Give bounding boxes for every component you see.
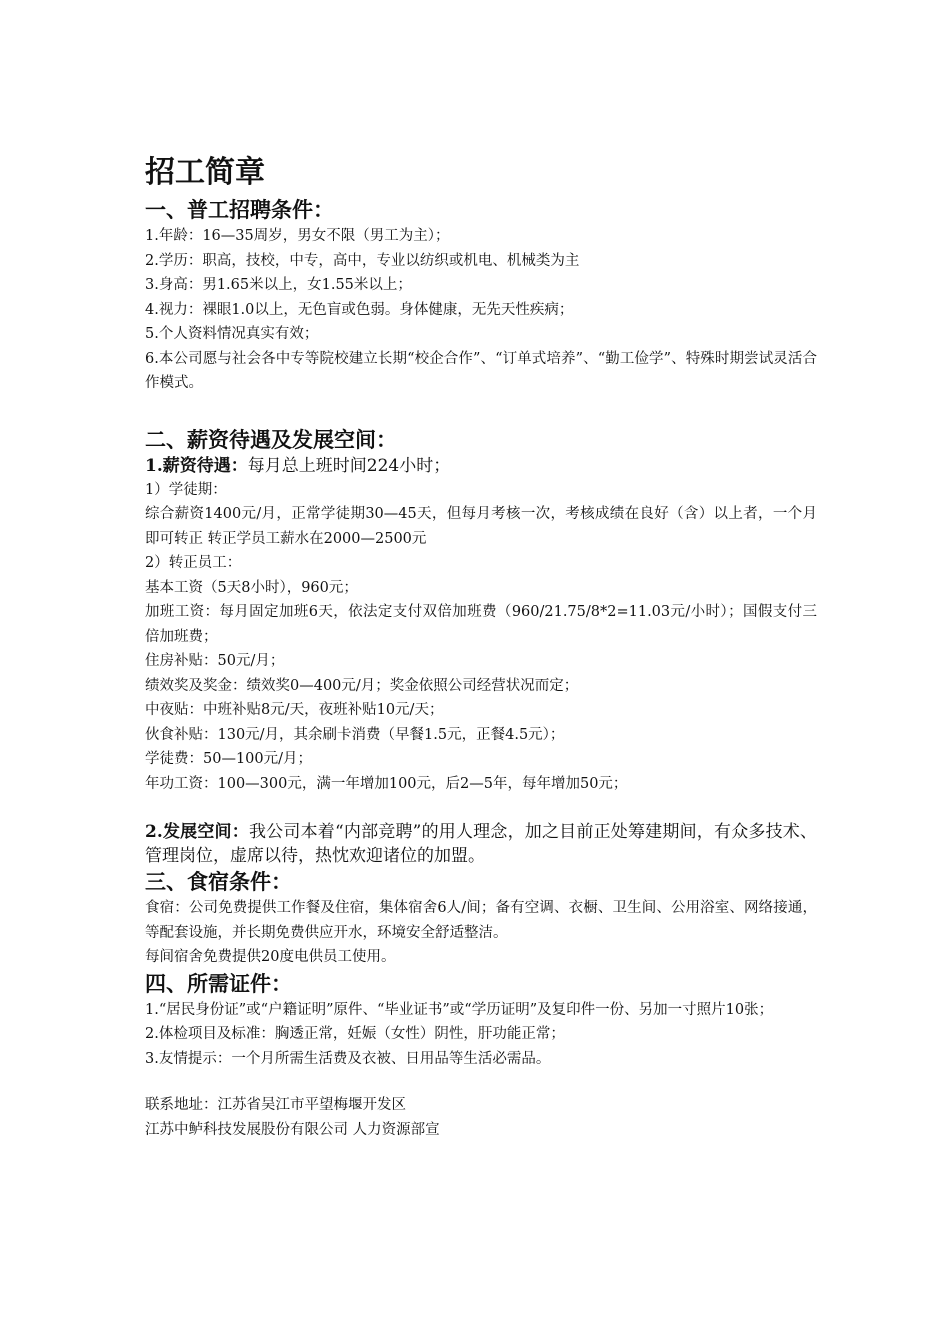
development-lead: 2.发展空间： xyxy=(145,822,249,842)
requirement-cooperation: 6.本公司愿与社会各中专等院校建立长期“校企合作”、“订单式培养”、“勤工俭学”、特殊时期尝试灵活合作模式。 xyxy=(145,350,817,391)
contact-address: 联系地址：江苏省吴江市平望梅堰开发区 xyxy=(145,1097,406,1113)
regular-housing: 住房补贴：50元/月； xyxy=(145,653,285,669)
requirement-education: 2.学历：职高，技校，中专，高中，专业以纺织或机电、机械类为主 xyxy=(145,252,580,269)
section-1-heading: 一、普工招聘条件： xyxy=(145,197,334,222)
regular-seniority: 年功工资：100—300元，满一年增加100元，后2—5年，每年增加50元； xyxy=(145,775,628,792)
apprentice-label: 1）学徒期： xyxy=(145,481,227,498)
spacer xyxy=(145,1071,817,1093)
requirement-age: 1.年龄：16—35周岁，男女不限（男工为主）； xyxy=(145,228,450,244)
requirement-info: 5.个人资料情况真实有效； xyxy=(145,326,319,342)
document-id: 1.“居民身份证”或“户籍证明”原件、“毕业证书”或“学历证明”及复印件一份、另加一寸照片10张； xyxy=(145,1001,774,1018)
regular-bonus: 绩效奖及奖金：绩效奖0—400元/月；奖金依照公司经营状况而定； xyxy=(145,677,579,694)
section-2-heading: 二、薪资待遇及发展空间： xyxy=(145,426,397,452)
document-title: 招工简章 xyxy=(145,155,265,190)
lodging-text: 食宿：公司免费提供工作餐及住宿，集体宿舍6人/间；备有空调、衣橱、卫生间、公用浴室、网络接通，等配套设施，并长期免费供应开水，环境安全舒适整洁。 xyxy=(145,900,817,941)
regular-overtime: 加班工资：每月固定加班6天，依法定支付双倍加班费（960/21.75/8*2=11.03元/小时）；国假支付三倍加班费； xyxy=(145,604,817,645)
document-page xyxy=(145,150,817,1142)
development-paragraph xyxy=(145,820,817,868)
regular-meal: 伙食补贴：130元/月，其余刷卡消费（早餐1.5元，正餐4.5元）； xyxy=(145,726,565,743)
document-tip: 3.友情提示：一个月所需生活费及衣被、日用品等生活必需品。 xyxy=(145,1050,551,1067)
requirement-vision: 4.视力：裸眼1.0以上，无色盲或色弱。身体健康，无先天性疾病； xyxy=(145,301,574,318)
salary-lead: 1.薪资待遇： xyxy=(145,455,248,476)
apprentice-text: 综合薪资1400元/月，正常学徒期30—45天，但每月考核一次，考核成绩在良好（含）以上者，一个月即可转正 转正学员工薪水在2000—2500元 xyxy=(145,506,817,547)
lodging-electricity: 每间宿舍免费提供20度电供员工使用。 xyxy=(145,949,396,965)
document-medical: 2.体检项目及标准：胸透正常，妊娠（女性）阴性，肝功能正常； xyxy=(145,1026,565,1042)
regular-label: 2）转正员工： xyxy=(145,555,242,571)
salary-text: 每月总上班时间224小时； xyxy=(247,455,451,476)
requirement-height: 3.身高：男1.65米以上，女1.55米以上； xyxy=(145,277,412,293)
salary-paragraph xyxy=(145,454,817,478)
spacer xyxy=(145,396,817,426)
spacer xyxy=(145,796,817,820)
regular-apprentice-fee: 学徒费：50—100元/月； xyxy=(145,751,313,767)
section-3-heading: 三、食宿条件： xyxy=(145,869,292,894)
contact-company: 江苏中鲈科技发展股份有限公司 人力资源部宣 xyxy=(145,1121,440,1138)
development-text: 我公司本着“内部竞聘”的用人理念，加之目前正处筹建期间，有众多技术、管理岗位，虚席以待，热忱欢迎诸位的加盟。 xyxy=(145,822,817,866)
regular-shift: 中夜贴：中班补贴8元/天，夜班补贴10元/天； xyxy=(145,702,444,718)
section-4-heading: 四、所需证件： xyxy=(145,970,292,996)
regular-base-wage: 基本工资（5天8小时），960元； xyxy=(145,579,358,596)
